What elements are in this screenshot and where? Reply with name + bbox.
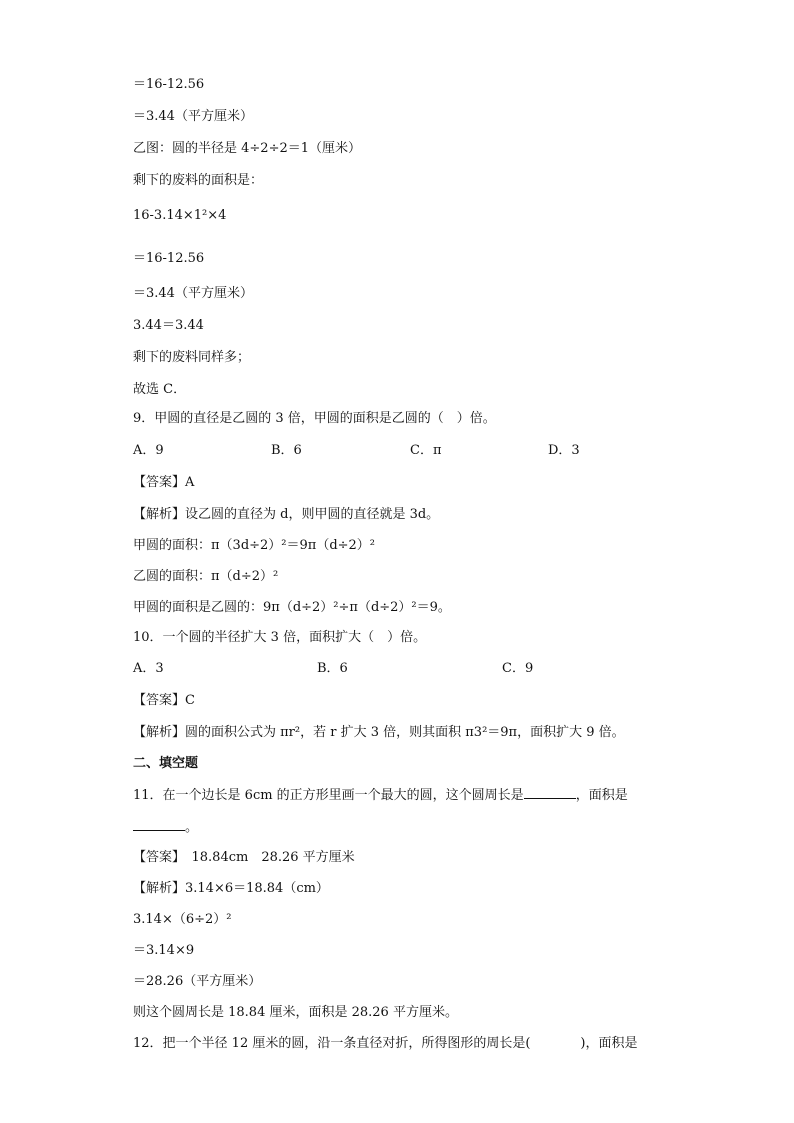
option-a: A．3: [133, 661, 164, 676]
question-12-stem-part: )，面积是: [580, 1036, 638, 1051]
calc-line: ＝16-12.56: [133, 251, 205, 266]
option-c: C．9: [502, 661, 534, 676]
analysis-line: 【解析】设乙圆的直径为 d，则甲圆的直径就是 3d。: [133, 507, 440, 522]
question-9-answer: 【答案】A: [133, 475, 195, 490]
question-11-stem-part: ，面积是: [575, 788, 628, 803]
question-9-options: [133, 442, 733, 460]
question-9-stem: 9．甲圆的直径是乙圆的 3 倍，甲圆的面积是乙圆的（ ）倍。: [133, 411, 496, 426]
question-11-stem-cont: [133, 818, 198, 837]
option-a: A．9: [133, 443, 164, 458]
analysis-line: ＝28.26（平方厘米）: [133, 974, 262, 989]
question-10-answer: 【答案】C: [133, 693, 195, 708]
question-11-stem-end: 。: [185, 820, 199, 835]
analysis-line: ＝3.14×9: [133, 943, 195, 958]
calc-line: ＝3.44（平方厘米）: [133, 109, 253, 124]
question-10-analysis: 【解析】圆的面积公式为 πr²，若 r 扩大 3 倍，则其面积 π3²＝9π，面积扩大 9 倍。: [133, 725, 625, 740]
conclusion-line: 故选 C．: [133, 382, 187, 397]
analysis-line: 则这个圆周长是 18.84 厘米，面积是 28.26 平方厘米。: [133, 1005, 458, 1020]
answer-blank: [133, 818, 185, 831]
calc-line: 3.44＝3.44: [133, 318, 204, 333]
question-11-stem-part: 11．在一个边长是 6cm 的正方形里画一个最大的圆，这个圆周长是: [133, 788, 524, 803]
option-c: C．π: [410, 443, 442, 458]
section-heading: 二、填空题: [133, 756, 199, 771]
analysis-line: 乙圆的面积：π（d÷2）²: [133, 569, 279, 584]
question-12-stem-part: 12．把一个半径 12 厘米的圆，沿一条直径对折，所得图形的周长是(: [133, 1036, 531, 1051]
calc-line: ＝3.44（平方厘米）: [133, 286, 253, 301]
question-12-stem: [133, 1035, 638, 1053]
option-b: B．6: [271, 443, 302, 458]
calc-line: 乙图：圆的半径是 4÷2÷2＝1（厘米）: [133, 141, 362, 156]
calc-line: 剩下的废料同样多；: [133, 350, 251, 365]
analysis-line: 甲圆的面积：π（3d÷2）²＝9π（d÷2）²: [133, 538, 376, 553]
analysis-line: 【解析】3.14×6＝18.84（cm）: [133, 881, 329, 896]
calc-line: 16-3.14×1²×4: [133, 208, 227, 223]
analysis-line: 甲圆的面积是乙圆的：9π（d÷2）²÷π（d÷2）²＝9。: [133, 600, 451, 615]
question-10-options: [133, 660, 733, 678]
question-10-stem: 10．一个圆的半径扩大 3 倍，面积扩大（ ）倍。: [133, 630, 427, 645]
analysis-line: 3.14×（6÷2）²: [133, 912, 232, 927]
calc-line: ＝16-12.56: [133, 77, 205, 92]
question-11-stem: [133, 786, 628, 805]
option-d: D．3: [548, 443, 580, 458]
question-11-answer: 【答案】 18.84cm 28.26 平方厘米: [133, 850, 355, 865]
option-b: B．6: [317, 661, 348, 676]
calc-line: 剩下的废料的面积是：: [133, 173, 264, 188]
answer-blank: [524, 786, 576, 799]
